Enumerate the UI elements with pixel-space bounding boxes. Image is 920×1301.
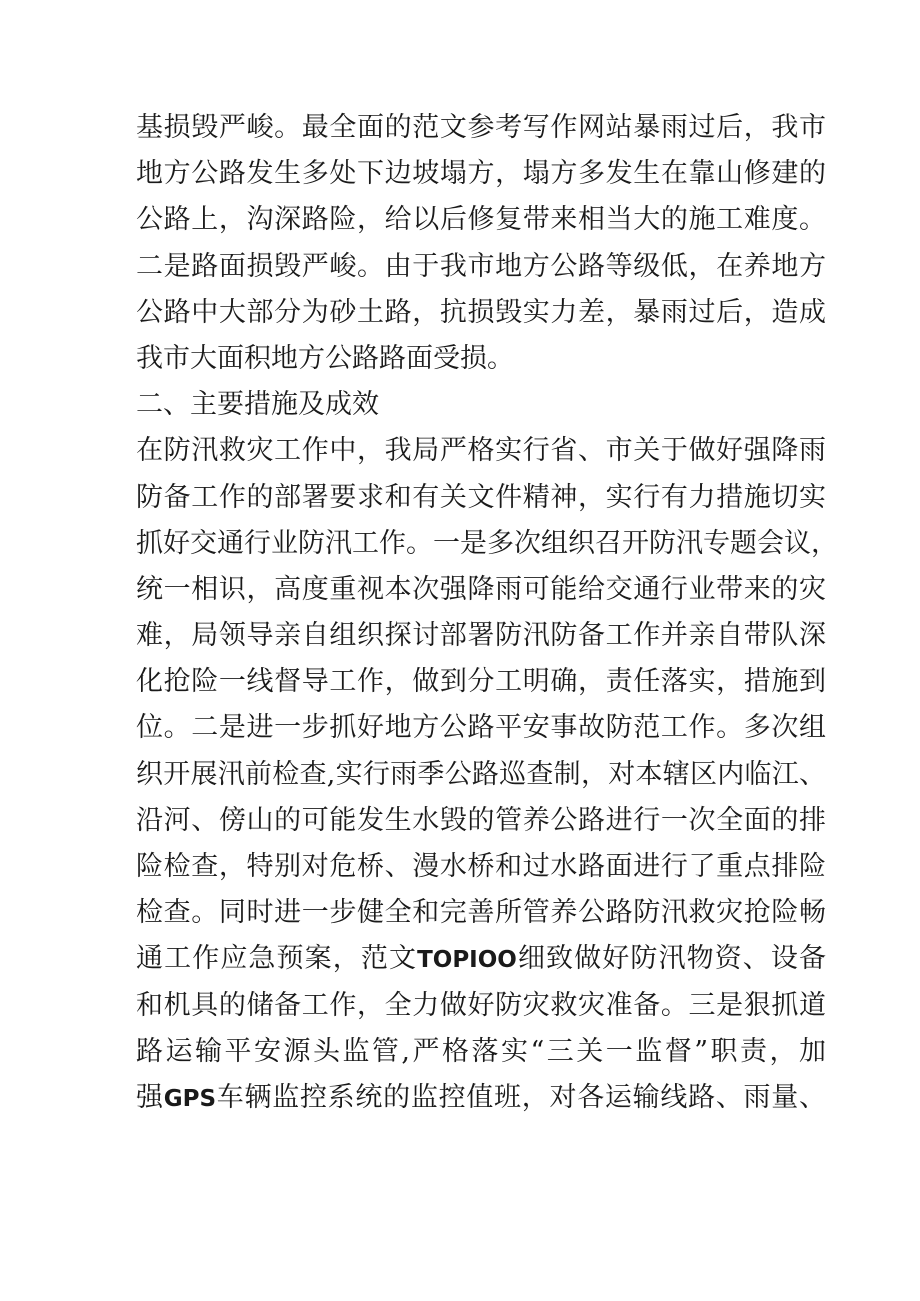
text-line: 抓好交通行业防汛工作。一是多次组织召开防汛专题会议， — [136, 527, 838, 559]
latin-text-segment: GPS — [163, 1085, 217, 1112]
text-line: 沿河、傍山的可能发生水毁的管养公路进行一次全面的排 — [136, 804, 826, 836]
text-line: 二是路面损毁严峻。由于我市地方公路等级低，在养地方 — [136, 250, 826, 282]
text-segment: 强 — [136, 1081, 164, 1113]
text-line: 公路上，沟深路险，给以后修复带来相当大的施工难度。 — [136, 204, 826, 236]
text-segment: 细致做好防汛物资、设备 — [516, 943, 827, 975]
text-line: 我市大面积地方公路路面受损。 — [136, 342, 514, 374]
text-line: 公路中大部分为砂土路，抗损毁实力差，暴雨过后，造成 — [136, 296, 826, 328]
text-line: 位。二是进一步抓好地方公路平安事故防范工作。多次组 — [136, 712, 826, 744]
text-line: 防备工作的部署要求和有关文件精神，实行有力措施切实 — [136, 481, 826, 513]
text-line: 和机具的储备工作，全力做好防灾救灾准备。三是狠抓道 — [136, 989, 826, 1021]
text-line: 难，局领导亲自组织探讨部署防汛防备工作并亲自带队深 — [136, 620, 826, 652]
text-line: 化抢险一线督导工作，做到分工明确，责任落实，措施到 — [136, 666, 826, 698]
text-line: 织开展汛前检查,实行雨季公路巡查制，对本辖区内临江、 — [136, 758, 826, 790]
text-line-mixed — [136, 936, 826, 982]
text-line: 基损毁严峻。最全面的范文参考写作网站暴雨过后，我市 — [136, 112, 826, 143]
text-segment: 通工作应急预案，范文 — [136, 943, 418, 975]
section-heading: 二、主要措施及成效 — [136, 389, 379, 421]
document-body — [136, 105, 838, 1121]
text-segment: 车辆监控系统的监控值班，对各运输线路、雨量、 — [216, 1081, 827, 1113]
text-line-mixed — [136, 1075, 826, 1121]
text-line: 路运输平安源头监管,严格落实“三关一监督”职责，加 — [136, 1035, 826, 1067]
text-line: 在防汛救灾工作中，我局严格实行省、市关于做好强降雨 — [136, 435, 826, 467]
text-line: 险检查，特别对危桥、漫水桥和过水路面进行了重点排险 — [136, 851, 826, 882]
text-line: 统一相识，高度重视本次强降雨可能给交通行业带来的灾 — [136, 573, 826, 605]
text-line: 地方公路发生多处下边坡塌方，塌方多发生在靠山修建的 — [136, 158, 826, 190]
latin-text-segment: TOPIOO — [417, 947, 517, 974]
text-line: 检查。同时进一步健全和完善所管养公路防汛救灾抢险畅 — [136, 897, 826, 929]
